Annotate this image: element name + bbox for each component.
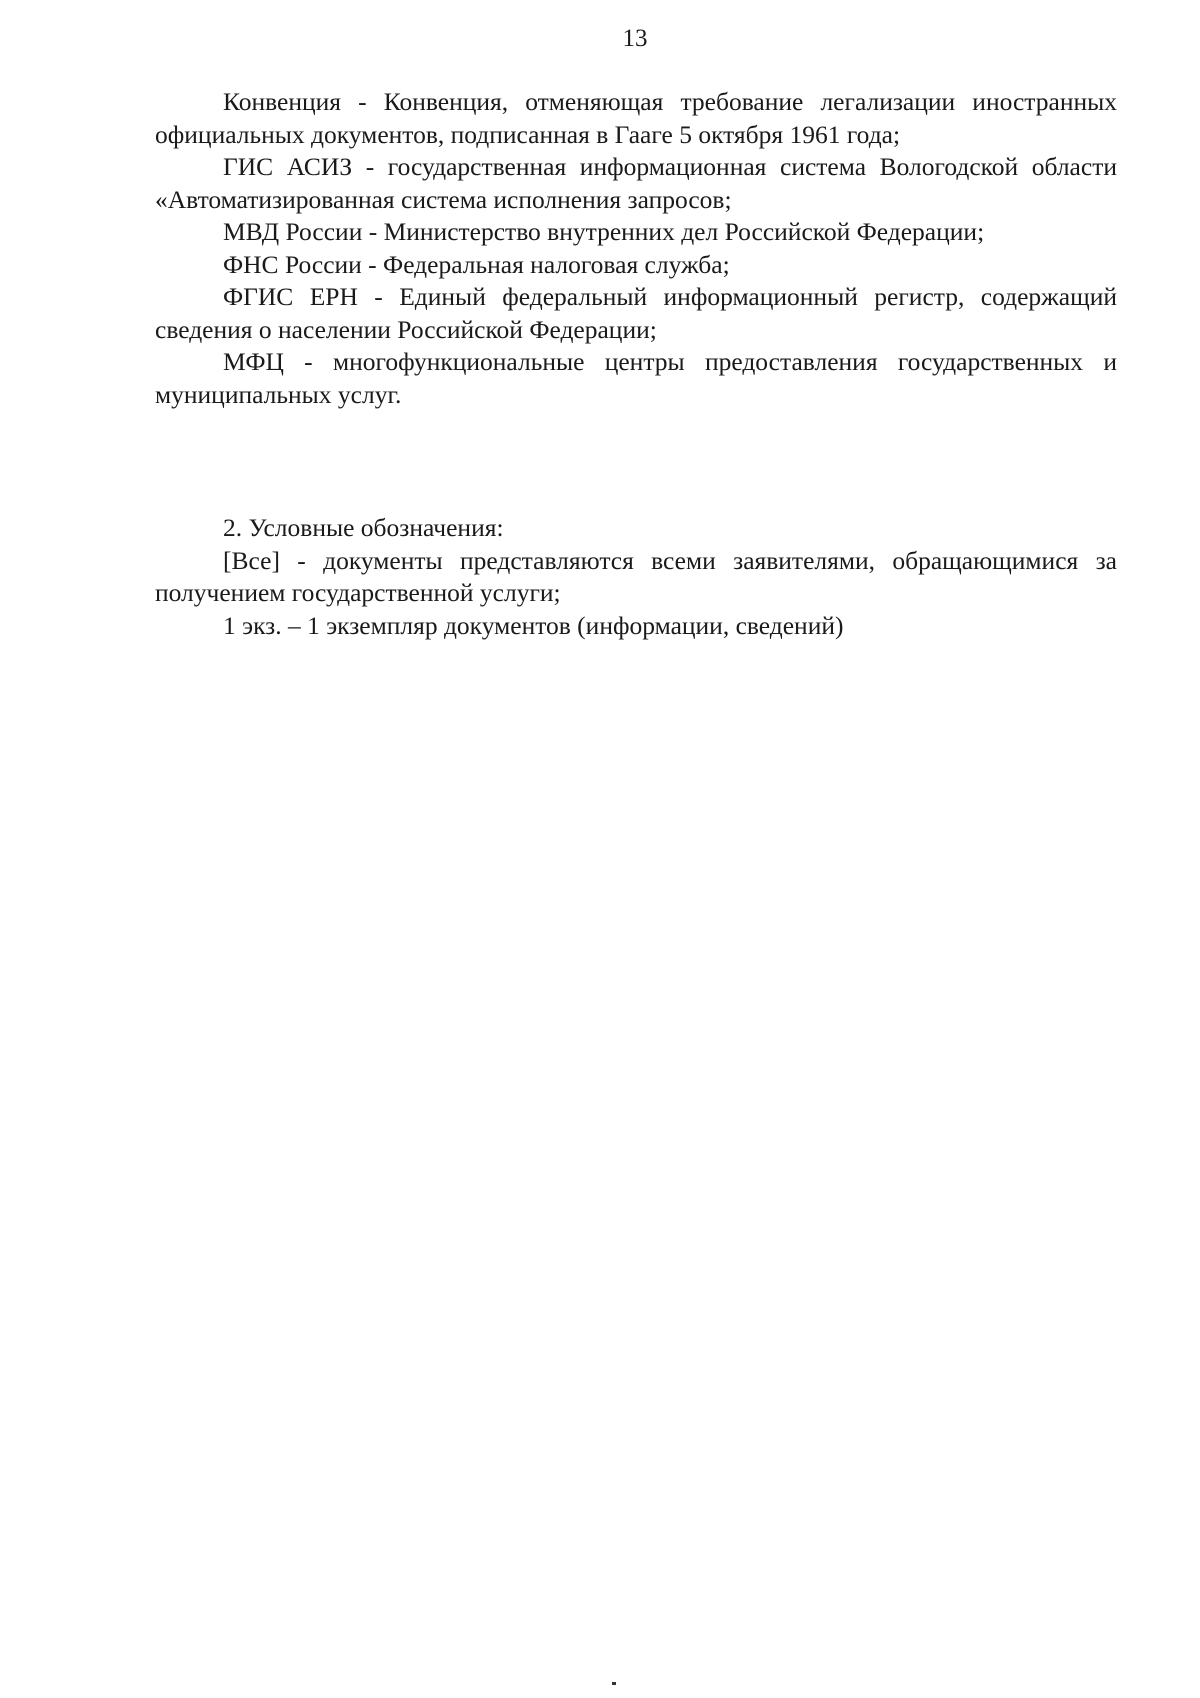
- section-heading: 2. Условные обозначения:: [223, 513, 504, 542]
- legend-item-copy: 1 экз. – 1 экземпляр документов (информации, сведений): [223, 610, 844, 640]
- definition-mvd: МВД России - Министерство внутренних дел Российской Федерации;: [223, 217, 985, 246]
- definition-gis-asiz: ГИС АСИЗ - государственная информационная система Вологодской области «Автоматизированная система исполнения запросов;: [155, 152, 1117, 214]
- scan-mark: [612, 1682, 616, 1685]
- definition-fgis-ern: ФГИС ЕРН - Единый федеральный информационный регистр, содержащий сведения о населении Российской Федерации;: [155, 282, 1117, 344]
- definition-convention: Конвенция - Конвенция, отменяющая требование легализации иностранных официальных документов, подписанная в Гааге 5 октября 1961 года;: [155, 87, 1117, 149]
- definitions-list: [155, 86, 1117, 411]
- definition-fns: ФНС России - Федеральная налоговая служба;: [223, 249, 730, 279]
- legend-item-all: [Все] - документы представляются всеми заявителями, обращающимися за получением государственной услуги;: [155, 545, 1117, 607]
- page-number: 13: [622, 25, 648, 52]
- section-legend: [155, 512, 1117, 642]
- definition-mfc: МФЦ - многофункциональные центры предоставления государственных и муниципальных услуг.: [155, 347, 1117, 409]
